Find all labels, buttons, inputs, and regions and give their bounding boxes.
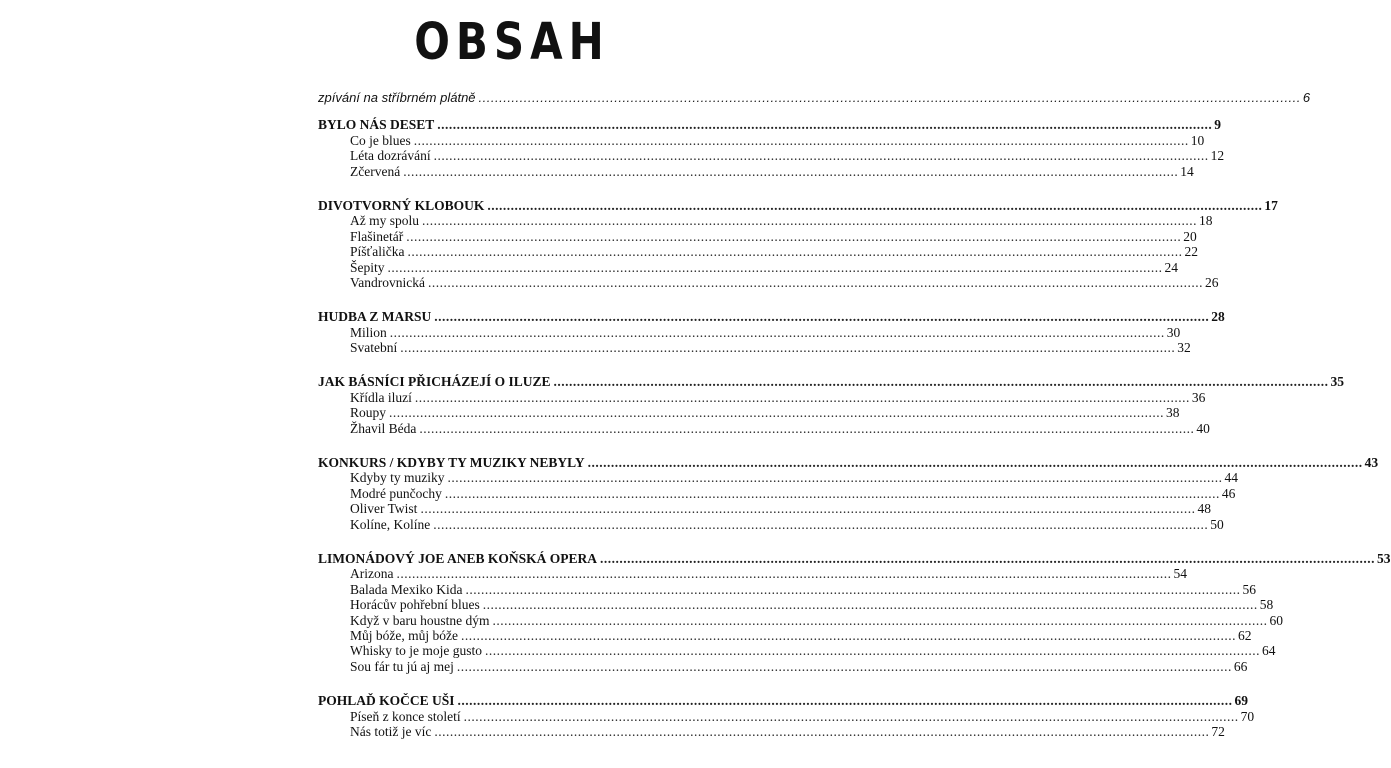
toc-entry-title: JAK BÁSNÍCI PŘICHÁZEJÍ O ILUZE <box>318 374 551 390</box>
toc-entry-page: 36 <box>1191 389 1206 405</box>
toc-entry-title: Když v baru houstne dým <box>350 612 490 628</box>
dot-leader: ........................................................................................................................................................................................................ <box>422 213 1197 229</box>
toc-entry-title: POHLAĎ KOČCE UŠI <box>318 693 455 709</box>
toc-entry-title: Balada Mexiko Kida <box>350 581 463 597</box>
dot-leader: ........................................................................................................................................................................................................ <box>447 470 1223 486</box>
toc-entry-title: Roupy <box>350 405 387 421</box>
toc-entry-title: Zčervená <box>350 163 401 179</box>
toc-song-entry <box>318 163 1194 179</box>
dot-leader: ........................................................................................................................................................................................................ <box>413 132 1189 148</box>
toc-entry-title: Oliver Twist <box>350 501 418 517</box>
dot-leader: ........................................................................................................................................................................................................ <box>420 501 1196 517</box>
dot-leader: ........................................................................................................................................................................................................ <box>460 627 1236 643</box>
toc-entry-page: 22 <box>1184 244 1199 260</box>
toc-section-heading <box>318 550 1391 566</box>
dot-leader: ........................................................................................................................................................................................................ <box>407 244 1183 260</box>
toc-entry-page: 69 <box>1234 693 1249 709</box>
toc-entry-page: 72 <box>1211 723 1225 739</box>
toc-entry-page: 9 <box>1214 117 1222 133</box>
toc-entry-page: 48 <box>1197 501 1211 517</box>
toc-entry-page: 26 <box>1204 274 1219 290</box>
toc-entry-title: BYLO NÁS DESET <box>318 117 435 133</box>
toc-entry-page: 28 <box>1211 309 1225 325</box>
toc-entry-title: Flašinetář <box>350 228 404 244</box>
toc-sections <box>318 117 1391 739</box>
dot-leader: ........................................................................................................................................................................................................ <box>403 163 1179 179</box>
toc-entry-page: 6 <box>1302 90 1311 105</box>
dot-leader: ........................................................................................................................................................................................................ <box>389 324 1165 340</box>
toc-song-entry <box>318 566 1187 582</box>
toc-song-entry <box>318 274 1219 290</box>
toc-section-heading <box>318 117 1222 133</box>
toc-song-entry <box>318 228 1197 244</box>
toc-entry-page: 38 <box>1166 405 1180 421</box>
toc-intro-entry <box>318 90 1311 105</box>
toc-section-heading <box>318 309 1225 325</box>
toc-entry-title: Svatební <box>350 340 398 356</box>
toc-entry-title: Horácův pohřební blues <box>350 597 480 613</box>
toc-entry-title: zpívání na stříbrném plátně <box>318 90 476 105</box>
dot-leader: ........................................................................................................................................................................................................ <box>427 274 1203 290</box>
dot-leader: ........................................................................................................................................................................................................ <box>482 597 1258 613</box>
dot-leader: ........................................................................................................................................................................................................ <box>444 485 1220 501</box>
dot-leader: ........................................................................................................................................................................................................ <box>434 723 1210 739</box>
toc-entry-page: 64 <box>1262 643 1276 659</box>
dot-leader: ........................................................................................................................................................................................................ <box>587 455 1363 471</box>
toc-section-heading <box>318 455 1379 471</box>
toc-song-entry <box>318 148 1225 164</box>
toc-song-entry <box>318 485 1236 501</box>
toc-entry-page: 70 <box>1240 708 1255 724</box>
toc-song-entry <box>318 597 1274 613</box>
toc-song-entry <box>318 132 1205 148</box>
toc-entry-title: Nás totiž je víc <box>350 723 432 739</box>
toc-entry-page: 62 <box>1237 627 1252 643</box>
toc-entry-page: 60 <box>1269 612 1283 628</box>
toc-entry-title: Sou fár tu jú aj mej <box>350 658 454 674</box>
toc-entry-title: Modré punčochy <box>350 485 442 501</box>
dot-leader: ........................................................................................................................................................................................................ <box>463 708 1239 724</box>
toc-entry-page: 12 <box>1210 148 1225 164</box>
toc-entry-page: 40 <box>1196 420 1210 436</box>
dot-leader: ........................................................................................................................................................................................................ <box>419 420 1195 436</box>
toc-entry-page: 14 <box>1180 163 1194 179</box>
toc-song-entry <box>318 405 1180 421</box>
toc-entry-page: 56 <box>1242 581 1256 597</box>
dot-leader: ........................................................................................................................................................................................................ <box>434 309 1210 325</box>
toc-entry-page: 66 <box>1233 658 1248 674</box>
toc-entry-title: Píseň z konce století <box>350 708 461 724</box>
dot-leader: ........................................................................................................................................................................................................ <box>553 374 1329 390</box>
toc-entry-page: 50 <box>1210 516 1224 532</box>
dot-leader: ........................................................................................................................................................................................................ <box>400 340 1176 356</box>
toc-entry-page: 53 <box>1377 550 1391 566</box>
toc-song-entry <box>318 612 1283 628</box>
toc-entry-title: Milion <box>350 324 387 340</box>
toc-song-entry <box>318 501 1211 517</box>
toc-entry-page: 35 <box>1330 374 1345 390</box>
toc-entry-title: Léta dozrávání <box>350 148 431 164</box>
toc-entry-title: Žhavil Béda <box>350 420 417 436</box>
toc-entry-title: Vandrovnická <box>350 274 425 290</box>
toc-entry-page: 30 <box>1166 324 1181 340</box>
toc-entry-page: 54 <box>1173 566 1187 582</box>
toc-section-heading <box>318 693 1249 709</box>
toc-song-entry <box>318 259 1179 275</box>
toc-song-entry <box>318 708 1255 724</box>
toc-song-entry <box>318 420 1210 436</box>
dot-leader: ........................................................................................................................................................................................................ <box>433 516 1209 532</box>
toc-entry-title: Kdyby ty muziky <box>350 470 445 486</box>
dot-leader: ........................................................................................................................................................................................................ <box>396 566 1172 582</box>
toc-song-entry <box>318 581 1256 597</box>
dot-leader: ........................................................................................................................................................................................................ <box>437 117 1213 133</box>
dot-leader: ........................................................................................................................................................................................................ <box>465 581 1241 597</box>
toc-entry-page: 58 <box>1259 597 1274 613</box>
toc-entry-title: Kolíne, Kolíne <box>350 516 431 532</box>
toc-song-entry <box>318 470 1238 486</box>
page-title: OBSAH <box>414 12 610 71</box>
toc-entry-title: Co je blues <box>350 132 411 148</box>
toc-song-entry <box>318 658 1248 674</box>
toc-entry-title: Můj bóže, můj bóže <box>350 627 458 643</box>
dot-leader: ........................................................................................................................................................................................................ <box>600 550 1376 566</box>
toc-entry-title: Arizona <box>350 566 394 582</box>
toc-entry-page: 24 <box>1164 259 1179 275</box>
toc-entry-page: 44 <box>1224 470 1238 486</box>
toc-entry-title: Whisky to je moje gusto <box>350 643 482 659</box>
toc-section-heading <box>318 374 1345 390</box>
toc-entry-page: 18 <box>1199 213 1213 229</box>
dot-leader: ........................................................................................................................................................................................................ <box>433 148 1209 164</box>
toc-entry-page: 17 <box>1264 197 1278 213</box>
toc-song-entry <box>318 643 1276 659</box>
dot-leader: ........................................................................................................................................................................................................ <box>485 643 1260 659</box>
toc-entry-title: Píšťalička <box>350 244 405 260</box>
toc-song-entry <box>318 213 1213 229</box>
toc-entry-page: 20 <box>1183 228 1197 244</box>
toc-song-entry <box>318 244 1199 260</box>
toc-entry-page: 43 <box>1364 455 1379 471</box>
toc-song-entry <box>318 389 1206 405</box>
toc-entry-page: 46 <box>1221 485 1236 501</box>
dot-leader: ........................................................................................................................................................................................................ <box>492 612 1268 628</box>
dot-leader: ........................................................................................................................................................................................................ <box>478 90 1301 105</box>
toc-entry-title: Křídla iluzí <box>350 389 412 405</box>
toc-entry-title: KONKURS / KDYBY TY MUZIKY NEBYLY <box>318 455 585 471</box>
toc-song-entry <box>318 723 1225 739</box>
toc-entry-title: DIVOTVORNÝ KLOBOUK <box>318 197 485 213</box>
toc-entry-title: Šepity <box>350 259 385 275</box>
dot-leader: ........................................................................................................................................................................................................ <box>389 405 1165 421</box>
dot-leader: ........................................................................................................................................................................................................ <box>456 658 1232 674</box>
toc-song-entry <box>318 324 1181 340</box>
dot-leader: ........................................................................................................................................................................................................ <box>457 693 1233 709</box>
dot-leader: ........................................................................................................................................................................................................ <box>387 259 1163 275</box>
table-of-contents <box>318 90 1391 739</box>
dot-leader: ........................................................................................................................................................................................................ <box>487 197 1263 213</box>
dot-leader: ........................................................................................................................................................................................................ <box>406 228 1182 244</box>
toc-entry-title: LIMONÁDOVÝ JOE ANEB KOŇSKÁ OPERA <box>318 550 598 566</box>
toc-section-heading <box>318 197 1278 213</box>
toc-song-entry <box>318 516 1224 532</box>
dot-leader: ........................................................................................................................................................................................................ <box>414 389 1190 405</box>
toc-entry-page: 10 <box>1190 132 1205 148</box>
toc-entry-title: HUDBA Z MARSU <box>318 309 432 325</box>
toc-entry-title: Až my spolu <box>350 213 419 229</box>
toc-entry-page: 32 <box>1177 340 1191 356</box>
toc-song-entry <box>318 627 1252 643</box>
toc-song-entry <box>318 340 1191 356</box>
